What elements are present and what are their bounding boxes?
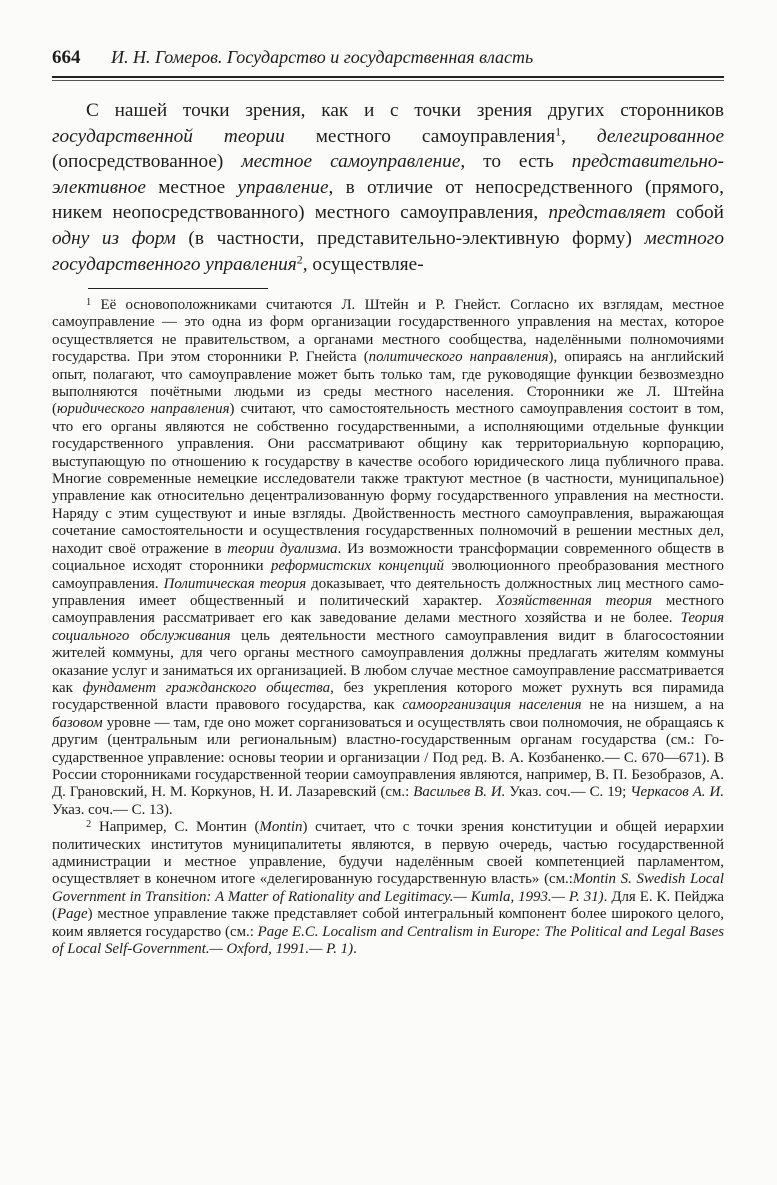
text-run: Например, С. Монтин ( xyxy=(91,819,260,836)
italic-phrase: Page xyxy=(56,906,88,923)
italic-phrase: местное самоуправление xyxy=(241,151,461,173)
italic-phrase: Политическая теория xyxy=(163,575,307,592)
footnote-marker: 1 xyxy=(86,296,92,308)
italic-phrase: юридического направления xyxy=(56,401,230,418)
text-run: не на низшем, а на xyxy=(581,697,724,714)
text-run: эволюционного преобразования местного самоуправления. xyxy=(52,558,724,592)
text-run: ) считает, что с точки зрения конституции и общей иерархии политических институтов муниципалитеты являются, в первую очередь, частью государственной администрации и местное управление, будучи наделённым своей компетенцией парламентом, осуществляет в конечном итоге «делегированную государственную власть» (см.: xyxy=(52,819,724,888)
italic-phrase: самоорганизация населения xyxy=(402,697,582,714)
footnote-separator xyxy=(88,288,268,289)
italic-phrase: теории дуализма xyxy=(227,540,338,557)
running-title: И. Н. Гомеров. Государство и государственная власть xyxy=(111,47,534,67)
italic-phrase: государственной теории xyxy=(52,125,285,147)
text-run: ) считают, что самостоятельность местного самоуправления состоит в том, что его органы являются не собственно государственными, а исполняющими отдельные функции государственного управления. Они рассматривают общину как территориальную корпорацию, выступающую по отношению к государству в качестве особого юридического лица публичного права. Многие современные немецкие исследователи также трактуют местное (в частности, муниципальное) управление как относительно децентрализованную форму государственного управления на местности. Наряду с этим существуют и иные взгляды. Двойственность местного самоуправления, выражающая сочетание самостоятельности и осуществления государственных полномочий в решении местных дел, находит своё отражение в xyxy=(52,401,724,557)
text-run: местного самоуправления xyxy=(284,125,556,147)
text-run: Её основоположниками считаются Л. Штейн и Р. Гнейст. Согласно их взглядам, местное самоуправление — это одна из форм организации государственного управления на местах, которое осуществляется не правительством, а органами местного сообщества, наделёнными полномочиями государства. При этом сторонники Р. Гнейста ( xyxy=(52,297,724,366)
main-paragraph xyxy=(52,98,724,277)
footnote-marker: 2 xyxy=(296,251,303,266)
text-run: уровне — там, где оно может сорганизоваться и осуществлять свои полномочия, не обращаясь к другим (центральным или региональным) властно-государственным органам государства (см.: Государственное управление: основы теории и организации / Под ред. В. А. Козбаненко.— С. 670—671). В России сторонниками государственной теории самоуправления являются, например, В. П. Безобразов, А. Д. Грановский, Н. М. Коркунов, Н. И. Лазаревский (см.: xyxy=(52,714,724,801)
italic-phrase: базовом xyxy=(52,714,103,731)
text-run: , в отличие от непосредственного (прямого, никем неопосредствованного) местного самоуправления, xyxy=(52,176,725,224)
text-run: . Для Е. К. Пейджа ( xyxy=(52,888,724,923)
italic-phrase: фундамент гражданского общества xyxy=(82,679,331,696)
footnotes xyxy=(52,297,724,958)
text-run: Указ. соч.— С. 13). xyxy=(52,801,173,818)
text-run: , xyxy=(561,125,597,147)
italic-phrase: политического направления xyxy=(368,349,549,366)
text-run: , без укрепления которого может рухнуть вся пирамида государственной власти правового государства, как xyxy=(52,679,725,714)
italic-phrase: представительно-элективное xyxy=(52,151,724,198)
italic-phrase: Васильев В. И. xyxy=(413,784,506,801)
italic-phrase: Page E.C. Localism and Centralism in Europe: The Political and Legal Bases of Local Self-Government.— Oxford, 1991.— P. 1) xyxy=(52,923,724,958)
text-run: Указ. соч.— С. 19; xyxy=(505,784,631,801)
text-run: собой xyxy=(665,202,724,224)
italic-phrase: Теория социального обслуживания xyxy=(52,610,724,644)
footnote-marker: 1 xyxy=(555,124,562,139)
footnote-1 xyxy=(52,297,724,819)
text-run: (в частности, представительно-элективную форму) xyxy=(175,227,645,249)
italic-phrase: представляет xyxy=(548,202,666,224)
text-run: доказывает, что деятельность должностных лиц местного самоуправления имеет общественный и политический характер. xyxy=(52,575,725,609)
italic-phrase: Черкасов А. И. xyxy=(630,784,724,801)
italic-phrase: реформистских концепций xyxy=(270,558,444,575)
italic-phrase: местного государственного управления xyxy=(52,227,724,275)
footnote-marker: 2 xyxy=(86,819,92,831)
text-run: . Из возможности трансформации современного обществ в социальное исходят сторонники xyxy=(52,540,725,575)
header-rule-thin xyxy=(52,80,724,81)
text-run: цель деятельности местного самоуправления видит в благосостоянии жителей коммуны, для чего органы местного самоуправления должны предлагать жителям коммуны оказание услуг и заниматься их организацией. В любом случае местное самоуправление рассматривается как xyxy=(52,627,724,696)
text-run: ) местное управление также представляет собой интегральный компонент более широкого целого, коим является государство (см.: xyxy=(52,906,724,940)
page-number: 664 xyxy=(52,47,81,68)
text-run: . xyxy=(353,941,357,958)
italic-phrase: Montin S. Swedish Local Government in Transition: A Matter of Rationality and Legitimacy.— Kumla, 1993.— P. 31) xyxy=(52,871,724,905)
italic-phrase: одну из форм xyxy=(52,227,176,249)
text-run: , осуществляе- xyxy=(302,253,424,275)
text-run: ), опираясь на английский опыт, полагают, что самоуправление может быть только там, где руководящие функции безвозмездно выполняются почётными людьми из среды местного населения. Сторонники же Л. Штейна ( xyxy=(52,349,724,418)
text-run: , то есть xyxy=(460,151,572,173)
italic-phrase: управление xyxy=(237,176,329,198)
italic-phrase: делегированное xyxy=(596,125,725,147)
text-run: местного самоуправления рассматривает его как заведование делами местного хозяйства и не более. xyxy=(52,592,724,627)
text-run: С нашей точки зрения, как и с точки зрения других сторонников xyxy=(86,100,724,121)
italic-phrase: Montin xyxy=(259,819,303,836)
page-header xyxy=(52,44,720,70)
italic-phrase: Хозяйственная теория xyxy=(495,592,653,609)
footnote-2 xyxy=(52,819,724,958)
header-rule xyxy=(52,76,724,78)
text-run: (опосредствованное) xyxy=(52,151,242,173)
text-run: местное xyxy=(145,176,238,198)
